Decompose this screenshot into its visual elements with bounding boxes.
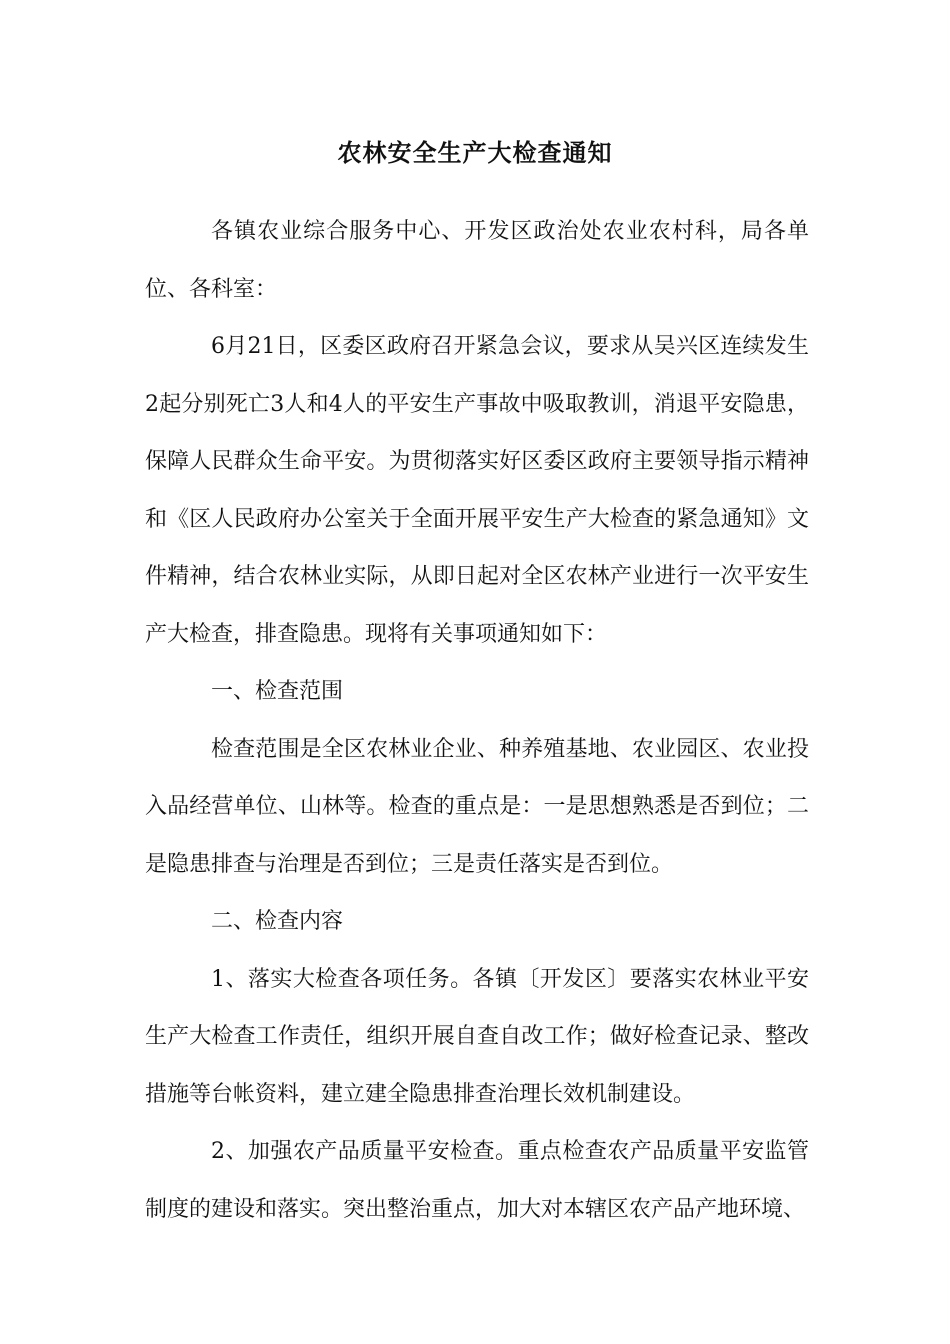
document-title: 农林安全生产大检查通知: [337, 138, 613, 167]
section-heading-scope: 一、检查范围: [211, 679, 344, 704]
paragraph-addressee: 各镇农业综合服务中心、开发区政治处农业农村科，局各单位、各科室：: [145, 219, 809, 302]
section-heading-content: 二、检查内容: [211, 909, 344, 934]
document-body: [145, 203, 809, 1238]
paragraph-item-1: 1、落实大检查各项任务。各镇〔开发区〕要落实农林业平安生产大检查工作责任，组织开展自查自改工作；做好检查记录、整改措施等台帐资料，建立建全隐患排查治理长效机制建设。: [145, 966, 809, 1107]
paragraph-scope: 检查范围是全区农林业企业、种养殖基地、农业园区、农业投入品经营单位、山林等。检查的重点是：一是思想熟悉是否到位；二是隐患排查与治理是否到位；三是责任落实是否到位。: [145, 736, 809, 877]
paragraph-item-2: 2、加强农产品质量平安检查。重点检查农产品质量平安监管制度的建设和落实。突出整治重点，加大对本辖区农产品产地环境、: [145, 1139, 809, 1222]
paragraph-background: 6月21日，区委区政府召开紧急会议，要求从吴兴区连续发生2起分别死亡3人和4人的平安生产事故中吸取教训，消退平安隐患，保障人民群众生命平安。为贯彻落实好区委区政府主要领导指示精神和《区人民政府办公室关于全面开展平安生产大检查的紧急通知》文件精神，结合农林业实际，从即日起对全区农林产业进行一次平安生产大检查，排查隐患。现将有关事项通知如下：: [145, 334, 809, 647]
